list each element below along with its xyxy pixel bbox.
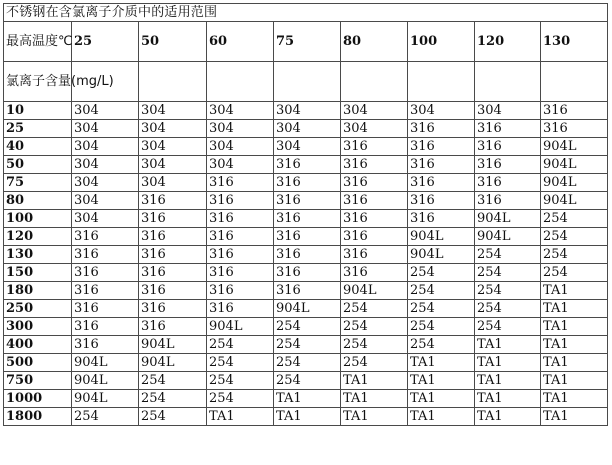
chloride-value-cell: 1000: [4, 390, 72, 408]
chloride-value-cell: 400: [4, 336, 72, 354]
steel-grade-cell: 316: [207, 174, 274, 192]
chloride-value-cell: 80: [4, 192, 72, 210]
empty-cell: [207, 62, 274, 102]
steel-grade-cell: 904L: [541, 174, 608, 192]
steel-grade-cell: 316: [408, 156, 475, 174]
empty-cell: [475, 62, 541, 102]
caption-row: [4, 4, 608, 22]
steel-grade-cell: TA1: [341, 408, 408, 426]
steel-grade-cell: 304: [408, 102, 475, 120]
steel-grade-cell: 316: [408, 138, 475, 156]
steel-grade-cell: 254: [341, 336, 408, 354]
steel-grade-cell: 316: [139, 210, 207, 228]
table-row: [4, 192, 608, 210]
steel-grade-cell: 316: [341, 138, 408, 156]
steel-grade-cell: TA1: [408, 354, 475, 372]
steel-grade-cell: 316: [341, 246, 408, 264]
table-row: [4, 138, 608, 156]
steel-grade-cell: 316: [207, 210, 274, 228]
steel-grade-cell: 316: [72, 264, 139, 282]
temperature-header: 60: [207, 22, 274, 62]
max-temperature-label: 最高温度℃: [4, 22, 72, 62]
table-caption: 不锈钢在含氯离子介质中的适用范围: [4, 4, 608, 22]
steel-grade-cell: 316: [341, 192, 408, 210]
steel-grade-cell: 304: [341, 120, 408, 138]
chloride-value-cell: 150: [4, 264, 72, 282]
steel-grade-cell: 316: [207, 264, 274, 282]
steel-grade-cell: 904L: [341, 282, 408, 300]
steel-grade-cell: 254: [541, 210, 608, 228]
table-row: [4, 390, 608, 408]
steel-grade-cell: 316: [274, 174, 341, 192]
steel-grade-cell: 316: [541, 120, 608, 138]
chloride-value-cell: 250: [4, 300, 72, 318]
steel-grade-cell: 316: [341, 174, 408, 192]
steel-grade-cell: 316: [207, 228, 274, 246]
table-row: [4, 300, 608, 318]
steel-grade-cell: 254: [274, 318, 341, 336]
steel-grade-cell: 316: [541, 102, 608, 120]
steel-grade-cell: 904L: [72, 354, 139, 372]
steel-grade-cell: 304: [72, 210, 139, 228]
steel-grade-cell: 254: [207, 390, 274, 408]
steel-grade-cell: 316: [475, 156, 541, 174]
table-row: [4, 318, 608, 336]
temperature-header: 80: [341, 22, 408, 62]
steel-grade-cell: 254: [207, 336, 274, 354]
steel-grade-cell: TA1: [541, 336, 608, 354]
steel-grade-cell: TA1: [341, 390, 408, 408]
steel-grade-cell: 316: [408, 120, 475, 138]
steel-grade-cell: 304: [207, 120, 274, 138]
steel-grade-cell: 316: [274, 228, 341, 246]
steel-grade-cell: 254: [475, 246, 541, 264]
steel-grade-cell: 254: [408, 264, 475, 282]
steel-grade-cell: 904L: [408, 228, 475, 246]
steel-grade-cell: 316: [341, 156, 408, 174]
chloride-label-row: [4, 62, 608, 102]
chloride-value-cell: 50: [4, 156, 72, 174]
empty-cell: [408, 62, 475, 102]
steel-grade-cell: 304: [72, 138, 139, 156]
steel-grade-cell: 316: [475, 192, 541, 210]
steel-grade-cell: 316: [72, 300, 139, 318]
steel-grade-cell: 316: [274, 282, 341, 300]
steel-grade-cell: 254: [274, 354, 341, 372]
table-body: [4, 4, 608, 426]
steel-grade-cell: 304: [475, 102, 541, 120]
empty-cell: [541, 62, 608, 102]
steel-grade-cell: TA1: [475, 372, 541, 390]
steel-grade-cell: 316: [207, 300, 274, 318]
steel-grade-cell: 904L: [541, 138, 608, 156]
table-row: [4, 210, 608, 228]
steel-grade-cell: 316: [207, 282, 274, 300]
steel-grade-cell: 304: [274, 138, 341, 156]
steel-grade-cell: 316: [72, 228, 139, 246]
steel-grade-cell: 304: [139, 174, 207, 192]
steel-grade-cell: 316: [408, 210, 475, 228]
steel-grade-cell: 304: [72, 174, 139, 192]
steel-grade-cell: 254: [408, 300, 475, 318]
steel-grade-cell: 316: [274, 264, 341, 282]
steel-grade-cell: TA1: [341, 372, 408, 390]
steel-grade-cell: 904L: [139, 336, 207, 354]
temperature-header: 100: [408, 22, 475, 62]
table-row: [4, 282, 608, 300]
steel-grade-cell: 316: [139, 264, 207, 282]
steel-grade-cell: 904L: [541, 156, 608, 174]
chloride-value-cell: 500: [4, 354, 72, 372]
table-row: [4, 246, 608, 264]
steel-grade-cell: 316: [274, 192, 341, 210]
steel-grade-cell: 304: [274, 120, 341, 138]
steel-grade-cell: TA1: [541, 408, 608, 426]
steel-grade-cell: 304: [139, 138, 207, 156]
steel-grade-cell: 254: [274, 336, 341, 354]
steel-grade-cell: 904L: [274, 300, 341, 318]
steel-grade-cell: 316: [475, 174, 541, 192]
steel-applicability-table: [3, 3, 608, 426]
steel-grade-cell: 904L: [475, 210, 541, 228]
steel-grade-cell: 254: [541, 246, 608, 264]
steel-grade-cell: 316: [408, 174, 475, 192]
steel-grade-cell: 254: [408, 282, 475, 300]
table-row: [4, 354, 608, 372]
steel-grade-cell: 304: [207, 156, 274, 174]
empty-cell: [139, 62, 207, 102]
steel-grade-cell: 316: [341, 210, 408, 228]
temperature-header: 120: [475, 22, 541, 62]
steel-grade-cell: 304: [72, 120, 139, 138]
chloride-value-cell: 1800: [4, 408, 72, 426]
steel-grade-cell: 316: [408, 192, 475, 210]
table-row: [4, 264, 608, 282]
steel-grade-cell: 316: [341, 228, 408, 246]
steel-grade-cell: 254: [341, 354, 408, 372]
steel-grade-cell: 316: [274, 156, 341, 174]
steel-grade-cell: 904L: [72, 390, 139, 408]
steel-grade-cell: 904L: [408, 246, 475, 264]
temperature-header: 75: [274, 22, 341, 62]
steel-grade-cell: 904L: [139, 354, 207, 372]
table-row: [4, 102, 608, 120]
steel-grade-cell: TA1: [475, 408, 541, 426]
steel-grade-cell: 304: [72, 192, 139, 210]
steel-grade-cell: TA1: [541, 282, 608, 300]
steel-grade-cell: 316: [475, 138, 541, 156]
steel-grade-cell: 254: [207, 372, 274, 390]
steel-grade-cell: 316: [139, 300, 207, 318]
steel-grade-cell: 254: [408, 318, 475, 336]
steel-grade-cell: 304: [274, 102, 341, 120]
steel-grade-cell: 904L: [207, 318, 274, 336]
table-row: [4, 156, 608, 174]
steel-grade-cell: TA1: [541, 354, 608, 372]
temperature-header-row: [4, 22, 608, 62]
steel-grade-cell: 316: [139, 246, 207, 264]
temperature-header: 25: [72, 22, 139, 62]
empty-cell: [341, 62, 408, 102]
steel-grade-cell: 904L: [541, 192, 608, 210]
steel-grade-cell: TA1: [475, 390, 541, 408]
steel-grade-cell: 316: [207, 246, 274, 264]
table-row: [4, 336, 608, 354]
chloride-value-cell: 120: [4, 228, 72, 246]
empty-cell: [274, 62, 341, 102]
steel-grade-cell: 316: [207, 192, 274, 210]
chloride-value-cell: 75: [4, 174, 72, 192]
steel-grade-cell: 254: [408, 336, 475, 354]
temperature-header: 50: [139, 22, 207, 62]
steel-grade-cell: TA1: [408, 390, 475, 408]
steel-grade-cell: 316: [274, 246, 341, 264]
steel-grade-cell: 316: [72, 282, 139, 300]
steel-grade-cell: 316: [72, 318, 139, 336]
steel-grade-cell: TA1: [541, 372, 608, 390]
steel-grade-cell: 316: [475, 120, 541, 138]
steel-grade-cell: 254: [341, 300, 408, 318]
chloride-value-cell: 25: [4, 120, 72, 138]
chloride-value-cell: 300: [4, 318, 72, 336]
chloride-value-cell: 180: [4, 282, 72, 300]
steel-grade-cell: 254: [139, 372, 207, 390]
table-row: [4, 408, 608, 426]
steel-grade-cell: TA1: [274, 390, 341, 408]
document-page: [3, 3, 607, 462]
steel-grade-cell: TA1: [475, 336, 541, 354]
steel-grade-cell: 254: [475, 282, 541, 300]
chloride-value-cell: 40: [4, 138, 72, 156]
steel-grade-cell: 316: [72, 246, 139, 264]
steel-grade-cell: TA1: [274, 408, 341, 426]
chloride-value-cell: 100: [4, 210, 72, 228]
steel-grade-cell: 304: [139, 102, 207, 120]
steel-grade-cell: 316: [72, 336, 139, 354]
steel-grade-cell: 316: [341, 264, 408, 282]
chloride-value-cell: 10: [4, 102, 72, 120]
steel-grade-cell: 304: [72, 156, 139, 174]
table-row: [4, 174, 608, 192]
chloride-content-label: 氯离子含量(mg/L): [4, 62, 72, 102]
steel-grade-cell: 254: [139, 390, 207, 408]
steel-grade-cell: 304: [207, 138, 274, 156]
chloride-value-cell: 750: [4, 372, 72, 390]
steel-grade-cell: 254: [475, 318, 541, 336]
steel-grade-cell: 254: [207, 354, 274, 372]
temperature-header: 130: [541, 22, 608, 62]
steel-grade-cell: TA1: [541, 318, 608, 336]
steel-grade-cell: 254: [541, 228, 608, 246]
steel-grade-cell: 316: [139, 282, 207, 300]
table-row: [4, 228, 608, 246]
steel-grade-cell: 254: [475, 300, 541, 318]
steel-grade-cell: 304: [139, 120, 207, 138]
steel-grade-cell: TA1: [207, 408, 274, 426]
steel-grade-cell: 254: [341, 318, 408, 336]
steel-grade-cell: 254: [541, 264, 608, 282]
steel-grade-cell: 254: [475, 264, 541, 282]
steel-grade-cell: 254: [139, 408, 207, 426]
chloride-value-cell: 130: [4, 246, 72, 264]
table-row: [4, 372, 608, 390]
steel-grade-cell: TA1: [408, 372, 475, 390]
table-row: [4, 120, 608, 138]
steel-grade-cell: 304: [139, 156, 207, 174]
steel-grade-cell: TA1: [541, 300, 608, 318]
steel-grade-cell: TA1: [475, 354, 541, 372]
steel-grade-cell: 254: [274, 372, 341, 390]
steel-grade-cell: 304: [341, 102, 408, 120]
steel-grade-cell: 316: [139, 318, 207, 336]
steel-grade-cell: 316: [139, 192, 207, 210]
steel-grade-cell: 304: [207, 102, 274, 120]
steel-grade-cell: 904L: [72, 372, 139, 390]
steel-grade-cell: 304: [72, 102, 139, 120]
steel-grade-cell: TA1: [541, 390, 608, 408]
steel-grade-cell: 904L: [475, 228, 541, 246]
steel-grade-cell: 316: [274, 210, 341, 228]
steel-grade-cell: 254: [72, 408, 139, 426]
steel-grade-cell: 316: [139, 228, 207, 246]
steel-grade-cell: TA1: [408, 408, 475, 426]
